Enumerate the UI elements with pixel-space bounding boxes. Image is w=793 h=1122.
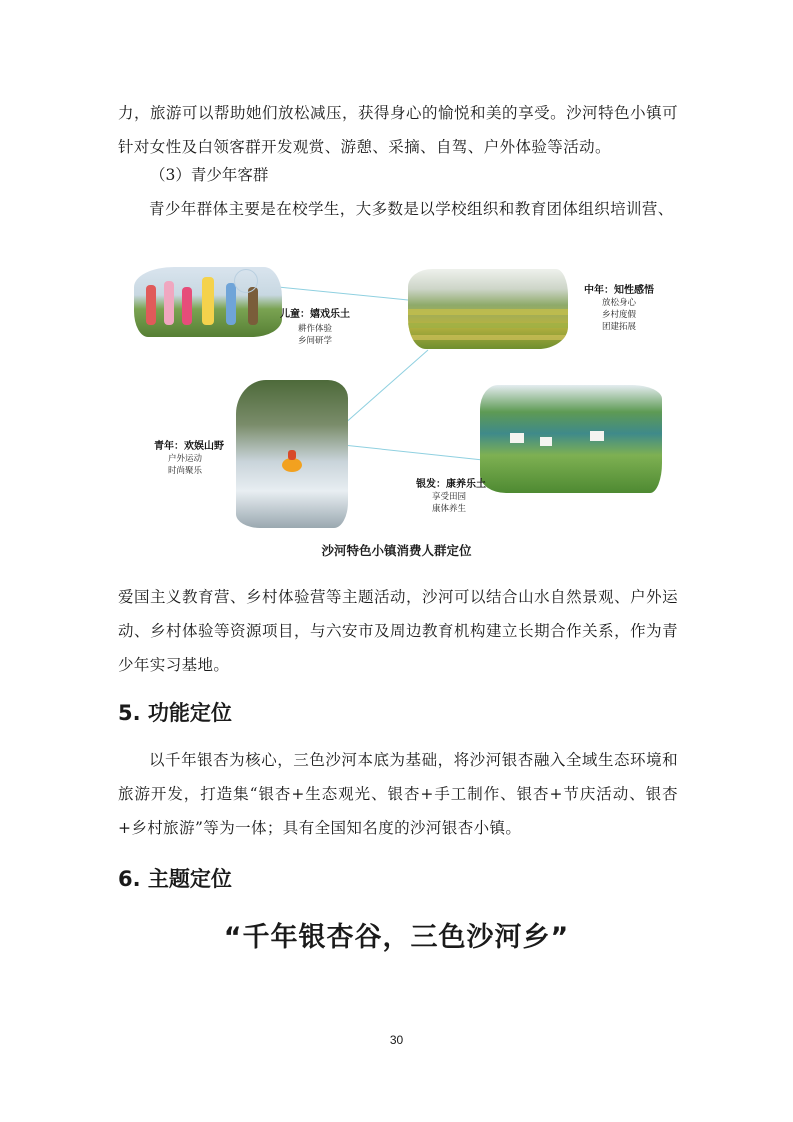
paragraph-intro: 力，旅游可以帮助她们放松减压，获得身心的愉悦和美的享受。沙河特色小镇可针对女性及白领客群开发观赏、游憩、采摘、自驾、户外体验等活动。 [118, 104, 678, 156]
theme-slogan: “千年银杏谷，三色沙河乡” [223, 922, 570, 953]
children-photo [134, 267, 282, 337]
label-senior: 银发：康养乐土 [416, 479, 486, 490]
label-children: 儿童：嬉戏乐土 [280, 309, 350, 320]
senior-photo [480, 385, 662, 493]
label-children-items: 耕作体验 乡间研学 [298, 324, 333, 346]
paragraph-youth-start: 青少年群体主要是在校学生，大多数是以学校组织和教育团体组织培训营、 [149, 200, 674, 218]
youth-photo [236, 380, 348, 528]
paragraph-youth-continued: 爱国主义教育营、乡村体验营等主题活动，沙河可以结合山水自然景观、户外运动、乡村体验等资源项目，与六安市及周边教育机构建立长期合作关系，作为青少年实习基地。 [118, 588, 678, 674]
subsection-youth-title: （3）青少年客群 [150, 166, 269, 184]
label-youth-items: 户外运动 时尚聚乐 [168, 454, 203, 476]
label-senior-items: 享受田园 康体养生 [432, 492, 467, 514]
consumer-positioning-figure [118, 255, 678, 540]
label-youth: 青年：欢娱山野 [154, 441, 224, 452]
page-number: 30 [389, 1033, 404, 1047]
label-middle-age-items: 放松身心 乡村度假 团建拓展 [602, 298, 637, 332]
figure-caption: 沙河特色小镇消费人群定位 [321, 543, 472, 558]
paragraph-function: 以千年银杏为核心，三色沙河本底为基础，将沙河银杏融入全域生态环境和旅游开发，打造集“银杏+生态观光、银杏+手工制作、银杏+节庆活动、银杏+乡村旅游”等为一体；具有全国知名度的沙河银杏小镇。 [118, 751, 678, 837]
label-middle-age: 中年：知性感悟 [584, 285, 654, 296]
heading-function-positioning: 5. 功能定位 [118, 701, 232, 725]
heading-theme-positioning: 6. 主题定位 [118, 867, 232, 891]
middle-age-photo [408, 269, 568, 349]
